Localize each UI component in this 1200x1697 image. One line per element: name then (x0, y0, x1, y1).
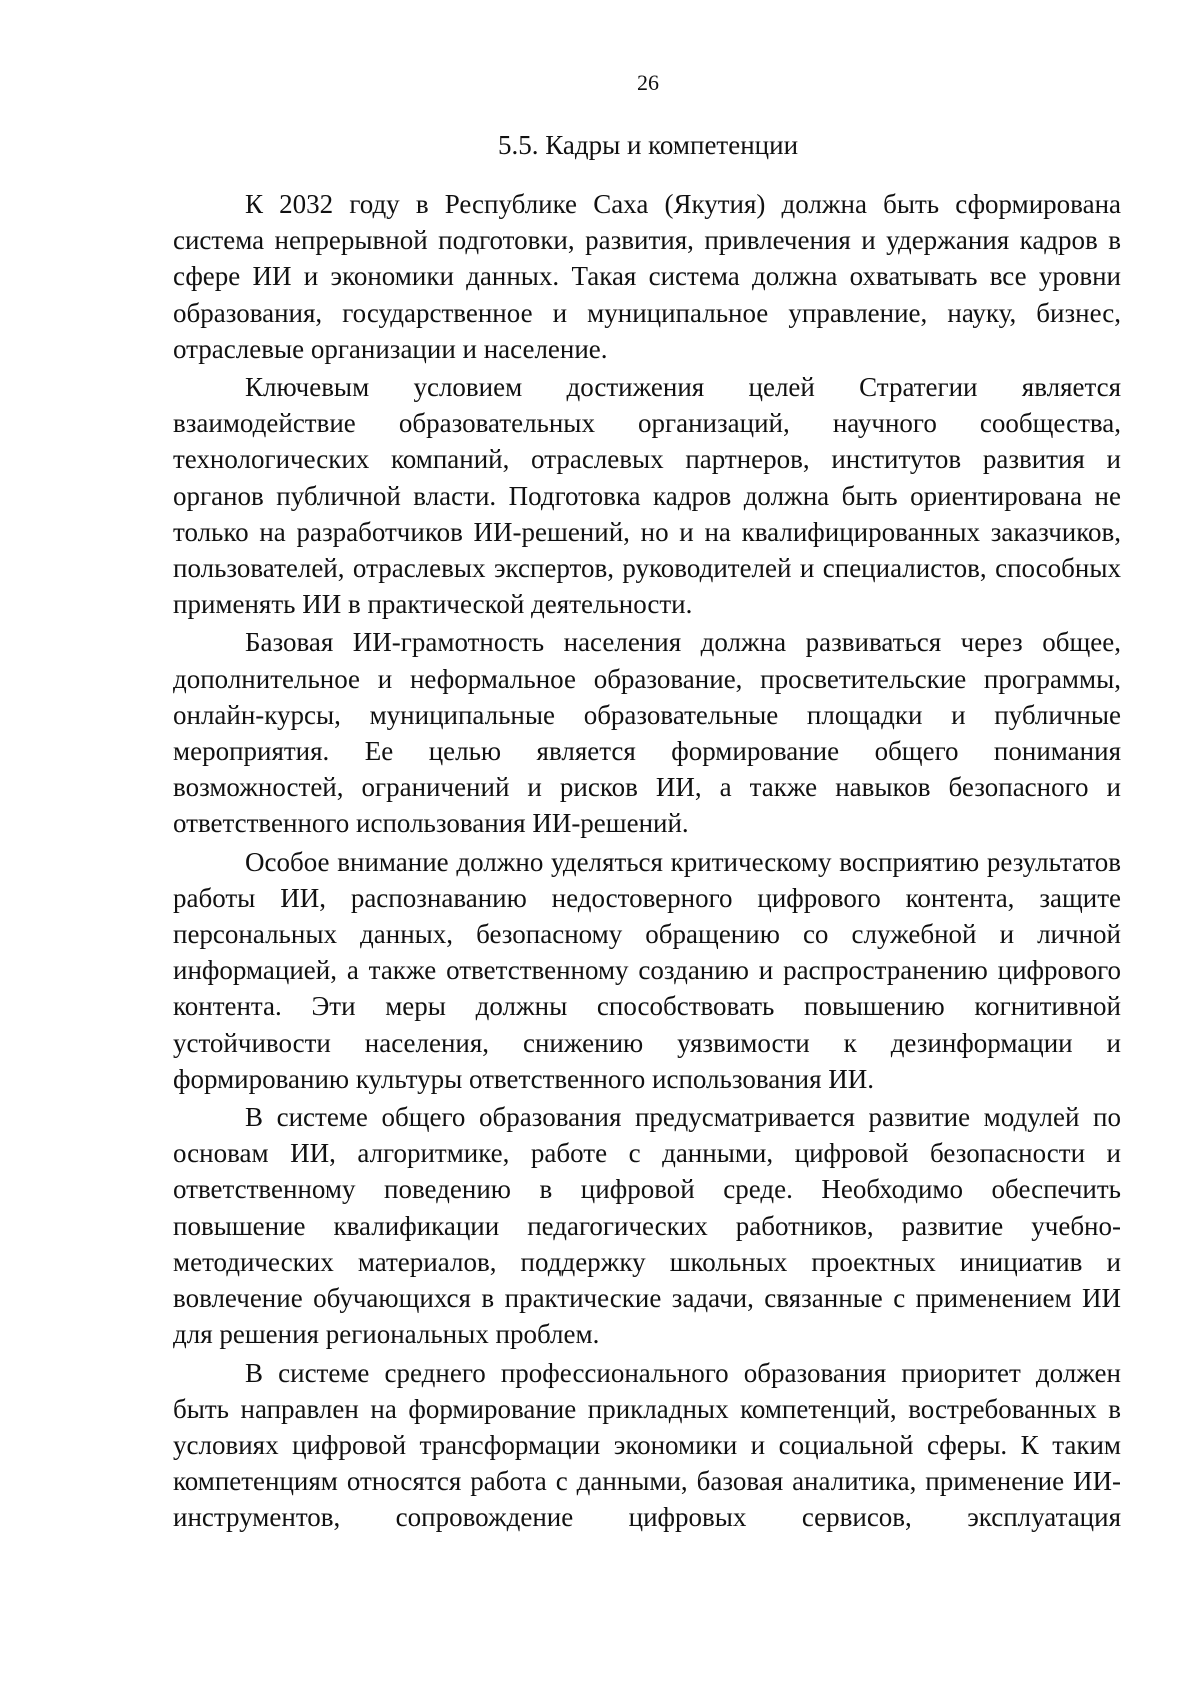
page-number: 26 (637, 70, 659, 95)
section-title: 5.5. Кадры и компетенции (497, 130, 799, 160)
paragraph: К 2032 году в Республике Саха (Якутия) должна быть сформирована система непрерывной подготовки, развития, привлечения и удержания кадров в сфере ИИ и экономики данных. Такая система должна охватывать все уровни образования, государственное и муниципальное управление, науку, бизнес, отраслевые организации и население. (173, 189, 1121, 364)
paragraph: Особое внимание должно уделяться критическому восприятию результатов работы ИИ, распознаванию недостоверного цифрового контента, защите персональных данных, безопасному обращению со служебной и личной информацией, а также ответственному созданию и распространению цифрового контента. Эти меры должны способствовать повышению когнитивной устойчивости населения, снижению уязвимости к дезинформации и формированию культуры ответственного использования ИИ. (173, 846, 1121, 1094)
paragraph: В системе общего образования предусматривается развитие модулей по основам ИИ, алгоритмике, работе с данными, цифровой безопасности и ответственному поведению в цифровой среде. Необходимо обеспечить повышение квалификации педагогических работников, развитие учебно-методических материалов, поддержку школьных проектных инициатив и вовлечение обучающихся в практические задачи, связанные с применением ИИ для решения региональных проблем. (173, 1102, 1121, 1350)
paragraph: В системе среднего профессионального образования приоритет должен быть направлен на формирование прикладных компетенций, востребованных в условиях цифровой трансформации экономики и социальной сферы. К таким компетенциям относятся работа с данными, базовая аналитика, применение ИИ-инструментов, сопровождение цифровых сервисов, эксплуатация (173, 1357, 1121, 1533)
paragraph: Ключевым условием достижения целей Стратегии является взаимодействие образовательных организаций, научного сообщества, технологических компаний, отраслевых партнеров, институтов развития и органов публичной власти. Подготовка кадров должна быть ориентирована не только на разработчиков ИИ-решений, но и на квалифицированных заказчиков, пользователей, отраслевых экспертов, руководителей и специалистов, способных применять ИИ в практической деятельности. (173, 372, 1121, 620)
body-text (173, 186, 1121, 1538)
paragraph: Базовая ИИ-грамотность населения должна развиваться через общее, дополнительное и неформальное образование, просветительские программы, онлайн-курсы, муниципальные образовательные площадки и публичные мероприятия. Ее целью является формирование общего понимания возможностей, ограничений и рисков ИИ, а также навыков безопасного и ответственного использования ИИ-решений. (173, 627, 1121, 839)
